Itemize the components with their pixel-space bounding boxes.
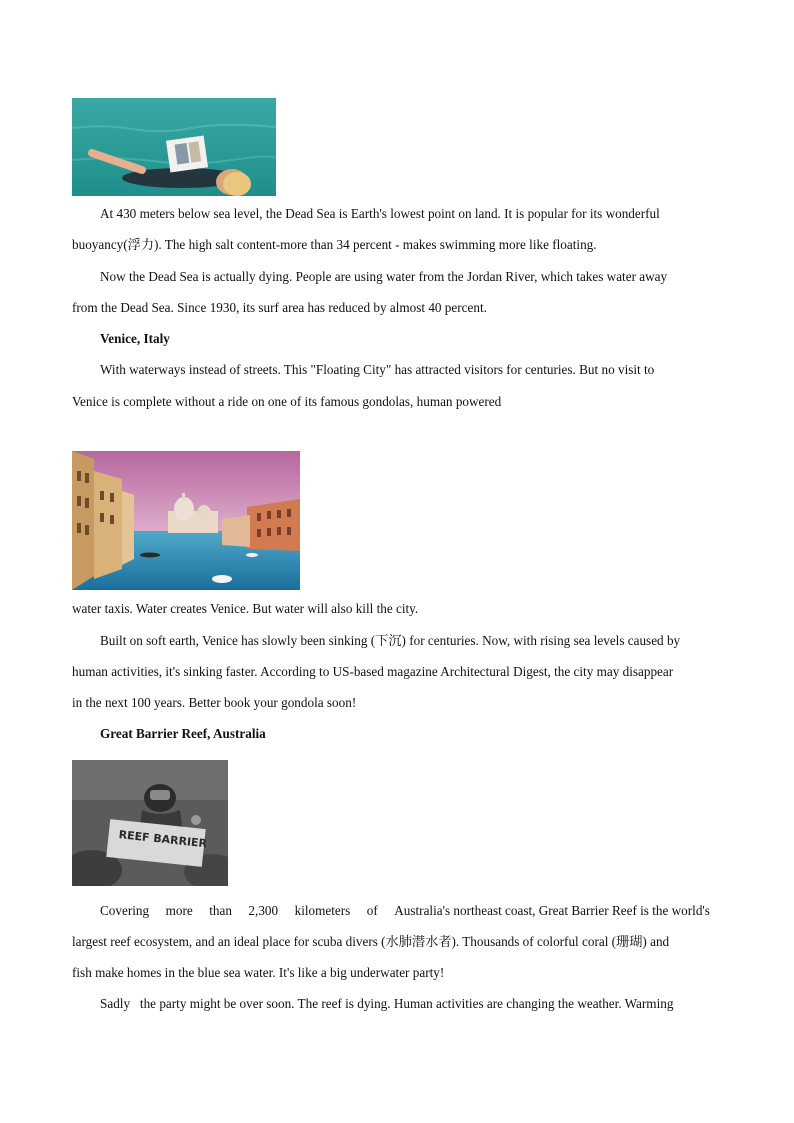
reef-word-2: more [165, 903, 193, 918]
reef-word-3: than [209, 903, 232, 918]
venice-paragraph-2-line-2: human activities, it's sinking faster. According to US-based magazine Architectural Digest, the city may disappear [72, 664, 674, 679]
reef-paragraph-1-line-2: largest reef ecosystem, and an ideal place for scuba divers (水肺潜水者). Thousands of colorful coral (珊瑚) and [72, 934, 670, 949]
reef-word-7: Australia's northeast coast, Great Barrier Reef is the world's [394, 903, 710, 918]
reef-paragraph-2-line-1: Sadly the party might be over soon. The reef is dying. Human activities are changing the weather. Warming [100, 996, 674, 1011]
dead-sea-paragraph-2-line-2: from the Dead Sea. Since 1930, its surf area has reduced by almost 40 percent. [72, 300, 487, 315]
dead-sea-paragraph-1-line-2: buoyancy(浮力). The high salt content-more than 34 percent - makes swimming more like floating. [72, 237, 597, 252]
reef-word-5: kilometers [294, 903, 351, 918]
reef-paragraph-1-line-1 [100, 903, 710, 919]
venice-paragraph-1-line-2: Venice is complete without a ride on one of its famous gondolas, human powered [72, 394, 502, 409]
dead-sea-paragraph-1-line-1: At 430 meters below sea level, the Dead Sea is Earth's lowest point on land. It is popular for its wonderful [100, 206, 660, 221]
reef-word-4: 2,300 [248, 903, 279, 918]
reef-word-6: of [366, 903, 378, 918]
reef-heading: Great Barrier Reef, Australia [100, 726, 266, 741]
venice-paragraph-1-line-3: water taxis. Water creates Venice. But water will also kill the city. [72, 601, 419, 616]
reef-word-1: Covering [100, 903, 150, 918]
dead-sea-photo [72, 98, 276, 196]
venice-paragraph-1-line-1: With waterways instead of streets. This "Floating City" has attracted visitors for centuries. But no visit to [100, 362, 655, 377]
venice-photo [72, 451, 300, 590]
reef-paragraph-1-line-3: fish make homes in the blue sea water. It's like a big underwater party! [72, 965, 445, 980]
reef-sign-text: REEF BARRIER [117, 828, 208, 851]
dead-sea-paragraph-2-line-1: Now the Dead Sea is actually dying. People are using water from the Jordan River, which takes water away [100, 269, 668, 284]
venice-paragraph-2-line-1: Built on soft earth, Venice has slowly been sinking (下沉) for centuries. Now, with rising sea levels caused by [100, 633, 681, 648]
venice-heading: Venice, Italy [100, 331, 170, 346]
reef-diver-photo [72, 760, 228, 886]
venice-paragraph-2-line-3: in the next 100 years. Better book your gondola soon! [72, 695, 357, 710]
